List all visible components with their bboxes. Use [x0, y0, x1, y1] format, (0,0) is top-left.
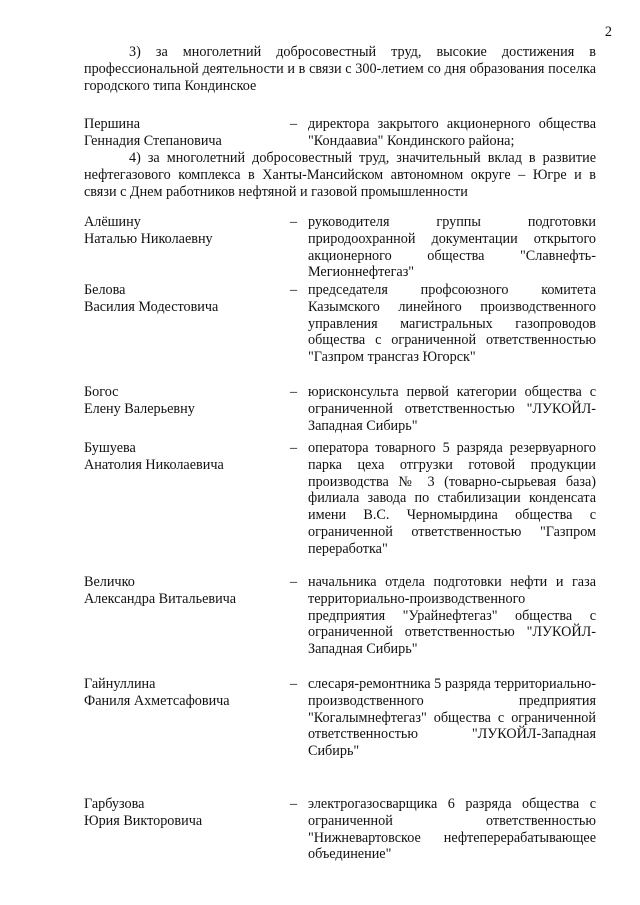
dash: – — [290, 116, 298, 132]
given-names: Геннадия Степановича — [84, 132, 222, 149]
dash: – — [290, 384, 298, 400]
position-description: оператора товарного 5 разряда резервуарного парка цеха отгрузки готовой продукции производства № 3 (товарно-сырьевая база) филиала завода по стабилизации конденсата имени В.С. Черномырдина общества с ограниченной ответственностью "Газпром переработка" — [308, 440, 596, 557]
person-name — [84, 214, 279, 248]
given-names: Анатолия Николаевича — [84, 456, 224, 473]
surname: Величко — [84, 574, 135, 590]
dash: – — [290, 676, 298, 692]
dash: – — [290, 214, 298, 230]
surname: Бушуева — [84, 440, 136, 456]
page-number: 2 — [604, 24, 612, 40]
position-description: начальника отдела подготовки нефти и газа территориально-производственного предприятия "Урайнефтегаз" общества с ограниченной ответственностью "ЛУКОЙЛ-Западная Сибирь" — [308, 574, 596, 658]
person-name — [84, 384, 279, 418]
dash: – — [290, 796, 298, 812]
surname: Гарбузова — [84, 796, 145, 812]
person-name — [84, 116, 279, 150]
given-names: Юрия Викторовича — [84, 812, 203, 829]
person-name — [84, 440, 279, 474]
surname: Алёшину — [84, 214, 141, 230]
dash: – — [290, 282, 298, 298]
dash: – — [290, 440, 298, 456]
surname: Гайнуллина — [84, 676, 156, 692]
person-name — [84, 676, 279, 710]
surname: Белова — [84, 282, 126, 298]
surname: Першина — [84, 116, 141, 132]
person-name — [84, 282, 279, 316]
section-4-heading: 4) за многолетний добросовестный труд, значительный вклад в развитие нефтегазового комплекса в Ханты-Мансийском автономном округе – Югре и в связи с Днем работников нефтяной и газовой промышленности — [84, 150, 596, 200]
given-names: Фаниля Ахметсафовича — [84, 692, 230, 709]
position-description: электрогазосварщика 6 разряда общества с ограниченной ответственностью "Нижневартовское нефтеперерабатывающее объединение" — [308, 796, 596, 863]
dash: – — [290, 574, 298, 590]
surname: Богос — [84, 384, 119, 400]
given-names: Василия Модестовича — [84, 298, 219, 315]
person-name — [84, 574, 279, 608]
section-3-heading: 3) за многолетний добросовестный труд, высокие достижения в профессиональной деятельности и в связи с 300-летием со дня образования поселка городского типа Кондинское — [84, 44, 596, 94]
position-description: слесаря-ремонтника 5 разряда территориально-производственного предприятия "Когалымнефтегаз" общества с ограниченной ответственностью "ЛУКОЙЛ-Западная Сибирь" — [308, 676, 596, 760]
given-names: Елену Валерьевну — [84, 400, 195, 417]
given-names: Наталью Николаевну — [84, 230, 213, 247]
given-names: Александра Витальевича — [84, 590, 237, 607]
position-description: директора закрытого акционерного общества "Кондаавиа" Кондинского района; — [308, 116, 596, 149]
position-description: юрисконсульта первой категории общества с ограниченной ответственностью "ЛУКОЙЛ-Западная Сибирь" — [308, 384, 596, 434]
person-name — [84, 796, 279, 830]
position-description: руководителя группы подготовки природоохранной документации открытого акционерного общества "Славнефть-Мегионнефтегаз" — [308, 214, 596, 281]
position-description: председателя профсоюзного комитета Казымского линейного производственного управления магистральных газопроводов общества с ограниченной ответственностью "Газпром трансгаз Югорск" — [308, 282, 596, 366]
